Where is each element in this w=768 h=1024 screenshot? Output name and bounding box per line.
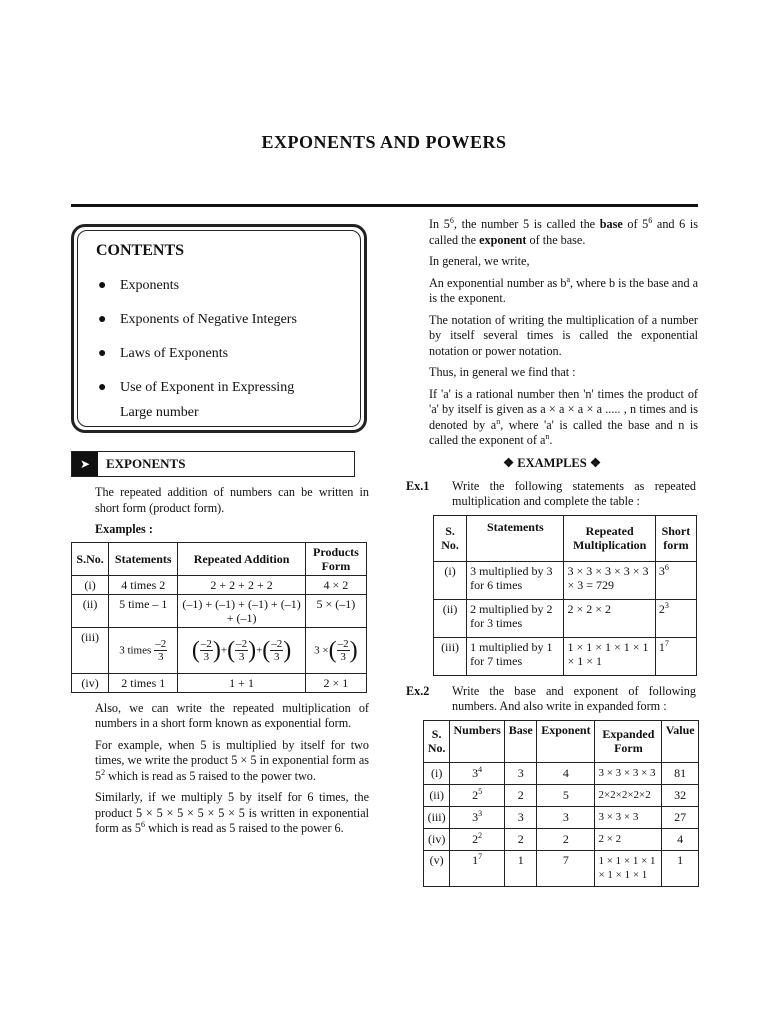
table-row xyxy=(72,673,367,692)
contents-item-label: Exponents of Negative Integers xyxy=(120,312,297,327)
cell: $2^3$ xyxy=(655,599,696,637)
intro-paragraph: The repeated addition of numbers can be written in short form (product form). xyxy=(95,485,369,515)
cell: (ii) xyxy=(434,599,467,637)
cell: 3 × 3 × 3 × 3 × 3 × 3 = 729 xyxy=(564,561,655,599)
paragraph-notation: The notation of writing the multiplication of a number by itself several times is called the exponential notation or power notation. xyxy=(429,312,698,358)
contents-item xyxy=(98,273,330,298)
example-label: Ex.1 xyxy=(406,478,430,493)
cell: (ii) xyxy=(424,784,450,806)
contents-item-label: Exponents xyxy=(120,278,180,293)
cell: 2 + 2 + 2 + 2 xyxy=(178,575,305,594)
frac-num: –2 xyxy=(200,637,212,650)
cell: (ii) xyxy=(72,594,109,627)
cell: 3 × 3 × 3 xyxy=(595,806,662,828)
col-header: Statements xyxy=(109,542,178,575)
cell xyxy=(109,627,178,673)
cell: 2 xyxy=(505,828,537,850)
fraction xyxy=(270,638,283,663)
contents-item xyxy=(98,307,330,332)
statement-text: 3 times xyxy=(119,643,152,656)
cell: 3 × 3 × 3 × 3 xyxy=(595,762,662,784)
cell: (iii) xyxy=(434,637,467,675)
table-row xyxy=(434,599,697,637)
col-header: S. No. xyxy=(434,515,467,561)
table-header-row xyxy=(72,542,367,575)
cell: 2 × 2 xyxy=(595,828,662,850)
table-row xyxy=(72,594,367,627)
cell: 2 xyxy=(505,784,537,806)
cell: 1 + 1 xyxy=(178,673,305,692)
table-row xyxy=(72,627,367,673)
paragraph-thus: Thus, in general we find that : xyxy=(429,365,576,379)
cell: 2 × 1 xyxy=(305,673,366,692)
cell: 4 × 2 xyxy=(305,575,366,594)
col-header: Expanded Form xyxy=(595,720,662,762)
example-label: Ex.2 xyxy=(406,683,430,698)
cell: (v) xyxy=(424,850,450,886)
arrow-icon: ➤ xyxy=(72,452,98,476)
cell: (iv) xyxy=(72,673,109,692)
bullet-icon: ● xyxy=(98,278,107,293)
frac-den: 3 xyxy=(340,650,346,663)
cell: 2×2×2×2×2 xyxy=(595,784,662,806)
frac-num: –2 xyxy=(155,637,167,650)
cell: (iii) xyxy=(72,627,109,673)
fraction xyxy=(337,638,350,663)
col-header: Value xyxy=(662,720,699,762)
paragraph-example-5-power-6: Similarly, if we multiply 5 by itself for 6 times, the product 5 × 5 × 5 × 5 × 5 × 5 is written in exponential form as $5^6$ which is read as 5 raised to the power 6. xyxy=(95,790,369,835)
col-header: S. No. xyxy=(424,720,450,762)
cell: 4 xyxy=(537,762,595,784)
col-header: Repeated Addition xyxy=(178,542,305,575)
repeated-multiplication-table xyxy=(433,515,697,676)
cell: 1 × 1 × 1 × 1 × 1 × 1 × 1 xyxy=(595,850,662,886)
exponents-section-header xyxy=(71,451,355,477)
frac-num: –2 xyxy=(236,637,248,650)
bullet-icon: ● xyxy=(98,346,107,361)
cell: 1 xyxy=(505,850,537,886)
cell: 1 multiplied by 1 for 7 times xyxy=(467,637,564,675)
cell: (–1) + (–1) + (–1) + (–1) + (–1) xyxy=(178,594,305,627)
table-header-row xyxy=(424,720,699,762)
bullet-icon: ● xyxy=(98,380,107,395)
cell: 32 xyxy=(662,784,699,806)
cell: $3^6$ xyxy=(655,561,696,599)
left-column xyxy=(71,224,369,843)
base-exponent-table xyxy=(423,720,699,887)
col-header: Exponent xyxy=(537,720,595,762)
examples-label: Examples : xyxy=(95,522,153,536)
contents-item-label: Laws of Exponents xyxy=(120,346,229,361)
table-row xyxy=(424,806,699,828)
table-row xyxy=(72,575,367,594)
cell: $2^5$ xyxy=(450,784,505,806)
frac-den: 3 xyxy=(274,650,280,663)
col-header: Products Form xyxy=(305,542,366,575)
cell: (i) xyxy=(434,561,467,599)
frac-num: –2 xyxy=(271,637,283,650)
cell: (i) xyxy=(424,762,450,784)
cell: (i) xyxy=(72,575,109,594)
cell: 4 xyxy=(662,828,699,850)
paragraph-exponential-form: Also, we can write the repeated multiplication of numbers in a short form known as exponential form. xyxy=(95,700,369,730)
product-prefix: 3 × xyxy=(314,643,329,656)
fraction xyxy=(200,638,213,663)
cell: $1^7$ xyxy=(450,850,505,886)
table-row xyxy=(424,784,699,806)
table-row xyxy=(434,561,697,599)
cell: 3 xyxy=(505,762,537,784)
contents-item xyxy=(98,341,330,366)
table-row xyxy=(434,637,697,675)
example-1 xyxy=(406,479,698,509)
right-column xyxy=(406,217,698,887)
frac-den: 3 xyxy=(238,650,245,663)
paragraph-rational-number: If 'a' is a rational number then 'n' times the product of 'a' by itself is given as a × a × a × a ..... , n times and is denoted by $a^n$, where 'a' is called the base and n is called the exponent of $a^n$. xyxy=(429,386,698,447)
cell: 3 ×( $\frac{-2}{3}$ ) xyxy=(305,627,366,673)
cell: 5 time – 1 xyxy=(109,594,178,627)
contents-item xyxy=(98,375,330,425)
cell: $1^7$ xyxy=(655,637,696,675)
bullet-icon: ● xyxy=(98,312,107,327)
table-row xyxy=(424,828,699,850)
contents-heading: CONTENTS xyxy=(96,242,185,259)
cell: 3 multiplied by 3 for 6 times xyxy=(467,561,564,599)
cell: 27 xyxy=(662,806,699,828)
cell: 4 times 2 xyxy=(109,575,178,594)
example-2 xyxy=(406,684,698,714)
col-header: Statements xyxy=(467,515,564,561)
col-header: Repeated Multiplication xyxy=(564,515,655,561)
cell: 81 xyxy=(662,762,699,784)
paragraph-exponential-number: An exponential number as $b^a$, where b is the base and a is the exponent. xyxy=(429,274,698,305)
cell: $3^4$ xyxy=(450,762,505,784)
table-row xyxy=(424,850,699,886)
col-header: Base xyxy=(505,720,537,762)
cell: 5 × (–1) xyxy=(305,594,366,627)
cell: 2 multiplied by 2 for 3 times xyxy=(467,599,564,637)
cell: 1 × 1 × 1 × 1 × 1 × 1 × 1 xyxy=(564,637,655,675)
section-heading: EXPONENTS xyxy=(106,456,186,471)
contents-list xyxy=(98,273,330,434)
cell: (iv) xyxy=(424,828,450,850)
cell: 2 xyxy=(537,828,595,850)
repeated-addition-table xyxy=(71,542,367,693)
contents-item-label: Use of Exponent in Expressing Large number xyxy=(120,380,295,420)
col-header: Numbers xyxy=(450,720,505,762)
frac-den: 3 xyxy=(158,650,164,663)
page-title: EXPONENTS AND POWERS xyxy=(261,132,507,152)
cell: 2 × 2 × 2 xyxy=(564,599,655,637)
table-row xyxy=(424,762,699,784)
col-header: S.No. xyxy=(72,542,109,575)
cell: 5 xyxy=(537,784,595,806)
col-header: Short form xyxy=(655,515,696,561)
example-text: Write the base and exponent of following numbers. And also write in expanded form : xyxy=(452,683,696,713)
examples-heading: ❖ EXAMPLES ❖ xyxy=(502,455,602,470)
cell: 1 xyxy=(662,850,699,886)
cell: ( $\frac{-2}{3}$ )+( $\frac{-2}{3}$ )+( $\frac{-2}{3}$ ) xyxy=(178,627,305,673)
cell: 3 xyxy=(537,806,595,828)
paragraph-example-5-squared: For example, when 5 is multiplied by itself for two times, we write the product 5 × 5 in exponential form as $5^2$ which is read as 5 raised to the power two. xyxy=(95,737,369,783)
cell: 7 xyxy=(537,850,595,886)
table-header-row xyxy=(434,515,697,561)
cell: 3 xyxy=(505,806,537,828)
contents-box xyxy=(71,224,367,433)
cell: 2 times 1 xyxy=(109,673,178,692)
top-rule xyxy=(71,204,698,207)
example-text: Write the following statements as repeated multiplication and complete the table : xyxy=(452,478,696,508)
paragraph-base-exponent: In $5^6$, the number 5 is called the base of $5^6$ and 6 is called the exponent of the base. xyxy=(429,215,699,247)
cell: $3^3$ xyxy=(450,806,505,828)
fraction xyxy=(154,638,167,663)
frac-num: –2 xyxy=(337,637,349,650)
paragraph-in-general: In general, we write, xyxy=(429,254,530,268)
cell: (iii) xyxy=(424,806,450,828)
fraction xyxy=(235,638,248,663)
frac-den: 3 xyxy=(203,650,210,663)
cell: $2^2$ xyxy=(450,828,505,850)
